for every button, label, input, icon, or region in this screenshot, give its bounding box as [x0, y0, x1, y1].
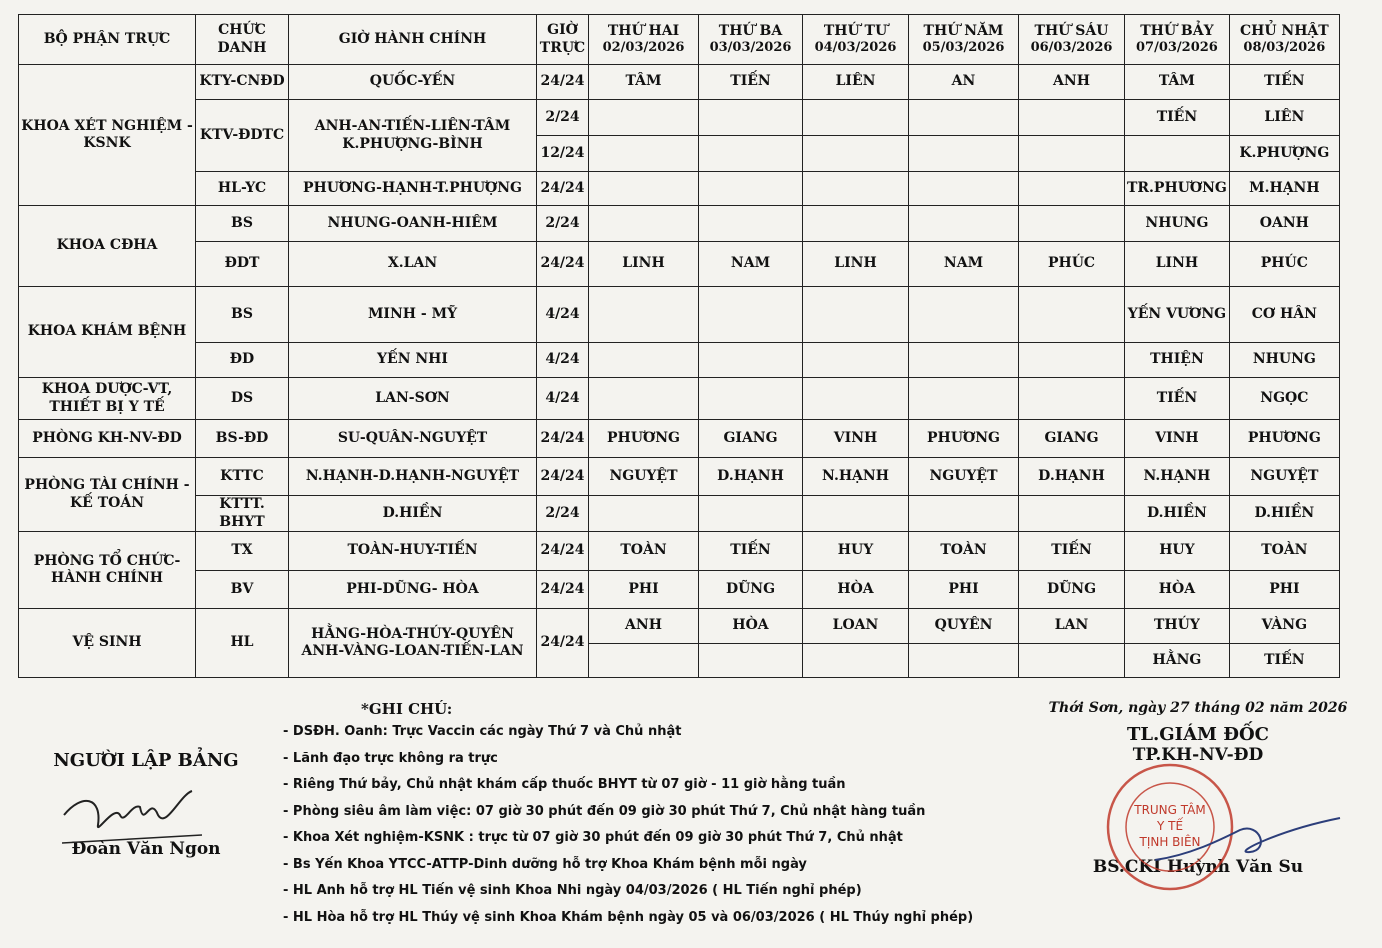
day-cell [909, 287, 1019, 343]
office-cell: N.HẠNH-D.HẠNH-NGUYỆT [289, 458, 537, 496]
header-duty-hours: GIỜ TRỰC [537, 15, 589, 65]
duty-cell: 2/24 [537, 206, 589, 242]
approver-role: TL.GIÁM ĐỐC [1126, 724, 1269, 745]
day-cell: NAM [909, 242, 1019, 287]
day-cell [1019, 100, 1125, 136]
day-cell [589, 378, 699, 420]
title-cell: BV [196, 571, 289, 609]
day-cell [909, 644, 1019, 678]
office-cell: MINH - MỸ [289, 287, 537, 343]
duty-cell: 24/24 [537, 172, 589, 206]
day-cell: TIẾN [699, 532, 803, 571]
day-cell: TÂM [1125, 65, 1230, 100]
table-row [19, 206, 1340, 242]
office-cell: ANH-AN-TIẾN-LIÊN-TÂM K.PHƯỢNG-BÌNH [289, 100, 537, 172]
day-cell: CƠ HÂN [1229, 287, 1339, 343]
table-row [19, 458, 1340, 496]
office-cell: YẾN NHI [289, 343, 537, 378]
sign-date: Thới Sơn, ngày 27 tháng 02 năm 2026 [1048, 700, 1348, 716]
table-row [19, 532, 1340, 571]
day-cell [699, 378, 803, 420]
day-cell [699, 496, 803, 532]
preparer-title: NGƯỜI LẬP BẢNG [53, 750, 239, 771]
title-cell: KTTC [196, 458, 289, 496]
title-cell: TX [196, 532, 289, 571]
day-cell [803, 496, 909, 532]
title-cell: BS [196, 206, 289, 242]
title-cell: BS-ĐD [196, 420, 289, 458]
office-cell: TOÀN-HUY-TIẾN [289, 532, 537, 571]
table-header-row [19, 15, 1340, 65]
day-cell: HUY [803, 532, 909, 571]
note-line: - HL Anh hỗ trợ HL Tiến vệ sinh Khoa Nhi ngày 04/03/2026 ( HL Tiến nghỉ phép) [283, 883, 862, 898]
duty-cell: 12/24 [537, 136, 589, 172]
day-cell: THÚY [1125, 609, 1230, 644]
title-cell: HL-YC [196, 172, 289, 206]
day-cell: QUYÊN [909, 609, 1019, 644]
svg-text:TRUNG TÂM: TRUNG TÂM [1134, 803, 1206, 817]
day-cell: ANH [589, 609, 699, 644]
day-cell: YẾN VƯƠNG [1125, 287, 1230, 343]
day-cell: N.HẠNH [803, 458, 909, 496]
day-cell [589, 644, 699, 678]
office-cell: X.LAN [289, 242, 537, 287]
day-cell: NHUNG [1125, 206, 1230, 242]
day-cell [1019, 287, 1125, 343]
day-cell: HUY [1125, 532, 1230, 571]
dept-cell: KHOA CĐHA [19, 206, 196, 287]
day-cell: NGUYỆT [909, 458, 1019, 496]
day-cell [803, 644, 909, 678]
day-cell: N.HẠNH [1125, 458, 1230, 496]
day-cell: HÒA [1125, 571, 1230, 609]
title-cell: ĐDT [196, 242, 289, 287]
duty-cell: 2/24 [537, 496, 589, 532]
day-cell [909, 343, 1019, 378]
day-cell: VINH [1125, 420, 1230, 458]
duty-cell: 24/24 [537, 420, 589, 458]
title-cell: KTY-CNĐD [196, 65, 289, 100]
office-cell: PHƯƠNG-HẠNH-T.PHƯỢNG [289, 172, 537, 206]
day-cell: TOÀN [589, 532, 699, 571]
day-cell: LINH [803, 242, 909, 287]
duty-cell: 24/24 [537, 458, 589, 496]
title-cell: HL [196, 609, 289, 678]
day-cell: D.HẠNH [699, 458, 803, 496]
day-cell: HẰNG [1125, 644, 1230, 678]
office-cell: PHI-DŨNG- HÒA [289, 571, 537, 609]
day-cell [909, 378, 1019, 420]
dept-cell: KHOA KHÁM BỆNH [19, 287, 196, 378]
office-cell: QUỐC-YẾN [289, 65, 537, 100]
day-cell [1019, 496, 1125, 532]
day-cell [803, 343, 909, 378]
table-row [19, 343, 1340, 378]
office-cell: LAN-SƠN [289, 378, 537, 420]
title-cell: KTTT. BHYT [196, 496, 289, 532]
note-line: - Khoa Xét nghiệm-KSNK : trực từ 07 giờ 30 phút đến 09 giờ 30 phút Thứ 7, Chủ nhật [283, 830, 903, 845]
duty-cell: 4/24 [537, 343, 589, 378]
day-cell [803, 206, 909, 242]
day-cell: NGUYỆT [1229, 458, 1339, 496]
table-row [19, 420, 1340, 458]
duty-cell: 4/24 [537, 378, 589, 420]
header-day: THỨ BA 03/03/2026 [699, 15, 803, 65]
day-cell: TIẾN [1229, 644, 1339, 678]
day-cell: PHƯƠNG [909, 420, 1019, 458]
day-cell [803, 136, 909, 172]
day-cell [1019, 343, 1125, 378]
day-cell: TIẾN [1125, 378, 1230, 420]
day-cell [1019, 206, 1125, 242]
day-cell: D.HIỀN [1229, 496, 1339, 532]
table-row [19, 242, 1340, 287]
title-cell: ĐD [196, 343, 289, 378]
duty-cell: 24/24 [537, 571, 589, 609]
title-cell: DS [196, 378, 289, 420]
header-day: THỨ HAI 02/03/2026 [589, 15, 699, 65]
day-cell: K.PHƯỢNG [1229, 136, 1339, 172]
day-cell [1019, 172, 1125, 206]
title-cell: KTV-ĐDTC [196, 100, 289, 172]
day-cell [803, 172, 909, 206]
day-cell [803, 100, 909, 136]
note-line: - Lãnh đạo trực không ra trực [283, 750, 498, 766]
dept-cell: PHÒNG TỔ CHỨC-HÀNH CHÍNH [19, 532, 196, 609]
day-cell: LINH [589, 242, 699, 287]
day-cell [803, 378, 909, 420]
day-cell: DŨNG [1019, 571, 1125, 609]
day-cell: NAM [699, 242, 803, 287]
day-cell [589, 343, 699, 378]
day-cell [699, 100, 803, 136]
day-cell: LOAN [803, 609, 909, 644]
day-cell: VINH [803, 420, 909, 458]
day-cell [1125, 136, 1230, 172]
day-cell: NHUNG [1229, 343, 1339, 378]
header-dept: BỘ PHẬN TRỰC [19, 15, 196, 65]
day-cell [909, 496, 1019, 532]
day-cell: GIANG [699, 420, 803, 458]
day-cell: LINH [1125, 242, 1230, 287]
day-cell: TÂM [589, 65, 699, 100]
note-line: - Riêng Thứ bảy, Chủ nhật khám cấp thuốc BHYT từ 07 giờ - 11 giờ hằng tuần [283, 777, 846, 792]
table-row [19, 496, 1340, 532]
day-cell: TIẾN [699, 65, 803, 100]
day-cell [589, 136, 699, 172]
day-cell: NGUYỆT [589, 458, 699, 496]
day-cell [699, 343, 803, 378]
header-day: CHỦ NHẬT 08/03/2026 [1229, 15, 1339, 65]
approver-name: BS.CKI Huỳnh Văn Su [1092, 857, 1304, 877]
day-cell [699, 136, 803, 172]
day-cell [909, 206, 1019, 242]
day-cell: LIÊN [1229, 100, 1339, 136]
header-day: THỨ BẢY 07/03/2026 [1125, 15, 1230, 65]
day-cell: PHÚC [1019, 242, 1125, 287]
day-cell [699, 287, 803, 343]
day-cell: PHI [1229, 571, 1339, 609]
day-cell: HÒA [803, 571, 909, 609]
dept-cell: KHOA DƯỢC-VT, THIẾT BỊ Y TẾ [19, 378, 196, 420]
day-cell: HÒA [699, 609, 803, 644]
day-cell [909, 136, 1019, 172]
approver-signature [1150, 810, 1350, 870]
day-cell: AN [909, 65, 1019, 100]
table-row [19, 172, 1340, 206]
day-cell: M.HẠNH [1229, 172, 1339, 206]
day-cell [589, 496, 699, 532]
day-cell [909, 100, 1019, 136]
duty-cell: 24/24 [537, 65, 589, 100]
day-cell: THIỆN [1125, 343, 1230, 378]
duty-cell: 24/24 [537, 609, 589, 678]
header-title: CHỨC DANH [196, 15, 289, 65]
day-cell: GIANG [1019, 420, 1125, 458]
note-line: - DSĐH. Oanh: Trực Vaccin các ngày Thứ 7 và Chủ nhật [283, 724, 682, 739]
day-cell [1019, 378, 1125, 420]
table-row [19, 378, 1340, 420]
day-cell: PHI [589, 571, 699, 609]
day-cell: PHƯƠNG [589, 420, 699, 458]
day-cell: TOÀN [909, 532, 1019, 571]
day-cell: VÀNG [1229, 609, 1339, 644]
day-cell: TR.PHƯƠNG [1125, 172, 1230, 206]
preparer-signature [62, 785, 202, 845]
note-line: - Bs Yến Khoa YTCC-ATTP-Dinh dưỡng hỗ trợ Khoa Khám bệnh mỗi ngày [283, 856, 807, 872]
header-day: THỨ SÁU 06/03/2026 [1019, 15, 1125, 65]
svg-text:TỊNH BIÊN: TỊNH BIÊN [1139, 835, 1201, 849]
day-cell: ANH [1019, 65, 1125, 100]
day-cell [589, 287, 699, 343]
office-cell: NHUNG-OANH-HIÊM [289, 206, 537, 242]
day-cell: TIẾN [1229, 65, 1339, 100]
day-cell: TIẾN [1125, 100, 1230, 136]
day-cell: TIẾN [1019, 532, 1125, 571]
table-row [19, 287, 1340, 343]
day-cell [589, 100, 699, 136]
header-day: THỨ TƯ 04/03/2026 [803, 15, 909, 65]
duty-cell: 24/24 [537, 242, 589, 287]
day-cell: PHƯƠNG [1229, 420, 1339, 458]
duty-schedule-table [18, 14, 1340, 678]
approver-dept: TP.KH-NV-ĐD [1132, 745, 1264, 765]
note-line: - Phòng siêu âm làm việc: 07 giờ 30 phút đến 09 giờ 30 phút Thứ 7, Chủ nhật hàng tuần [283, 803, 926, 819]
header-office-hours: GIỜ HÀNH CHÍNH [289, 15, 537, 65]
day-cell: NGỌC [1229, 378, 1339, 420]
office-cell: HẰNG-HÒA-THÚY-QUYÊN ANH-VÀNG-LOAN-TIẾN-LAN [289, 609, 537, 678]
note-line: - HL Hòa hỗ trợ HL Thúy vệ sinh Khoa Khám bệnh ngày 05 và 06/03/2026 ( HL Thúy nghỉ phép) [283, 909, 974, 925]
day-cell [699, 172, 803, 206]
notes-title: *GHI CHÚ: [361, 700, 453, 718]
day-cell [699, 644, 803, 678]
day-cell: PHÚC [1229, 242, 1339, 287]
table-row [19, 609, 1340, 644]
office-cell: SU-QUÂN-NGUYỆT [289, 420, 537, 458]
table-row [19, 571, 1340, 609]
day-cell: OANH [1229, 206, 1339, 242]
duty-cell: 2/24 [537, 100, 589, 136]
day-cell [589, 206, 699, 242]
day-cell: LAN [1019, 609, 1125, 644]
day-cell [803, 287, 909, 343]
table-row [19, 100, 1340, 136]
duty-cell: 4/24 [537, 287, 589, 343]
header-day: THỨ NĂM 05/03/2026 [909, 15, 1019, 65]
dept-cell: VỆ SINH [19, 609, 196, 678]
day-cell [589, 172, 699, 206]
day-cell: TOÀN [1229, 532, 1339, 571]
dept-cell: PHÒNG TÀI CHÍNH -KẾ TOÁN [19, 458, 196, 532]
office-cell: D.HIỀN [289, 496, 537, 532]
title-cell: BS [196, 287, 289, 343]
day-cell: LIÊN [803, 65, 909, 100]
day-cell [699, 206, 803, 242]
preparer-name: Đoàn Văn Ngon [71, 839, 221, 859]
day-cell [1019, 644, 1125, 678]
dept-cell: PHÒNG KH-NV-ĐD [19, 420, 196, 458]
day-cell [1019, 136, 1125, 172]
day-cell: DŨNG [699, 571, 803, 609]
dept-cell: KHOA XÉT NGHIỆM -KSNK [19, 65, 196, 206]
day-cell: D.HIỀN [1125, 496, 1230, 532]
table-row [19, 65, 1340, 100]
duty-cell: 24/24 [537, 532, 589, 571]
notes-section [283, 700, 973, 936]
day-cell: D.HẠNH [1019, 458, 1125, 496]
day-cell: PHI [909, 571, 1019, 609]
svg-text:Y TẾ: Y TẾ [1156, 819, 1184, 833]
day-cell [909, 172, 1019, 206]
